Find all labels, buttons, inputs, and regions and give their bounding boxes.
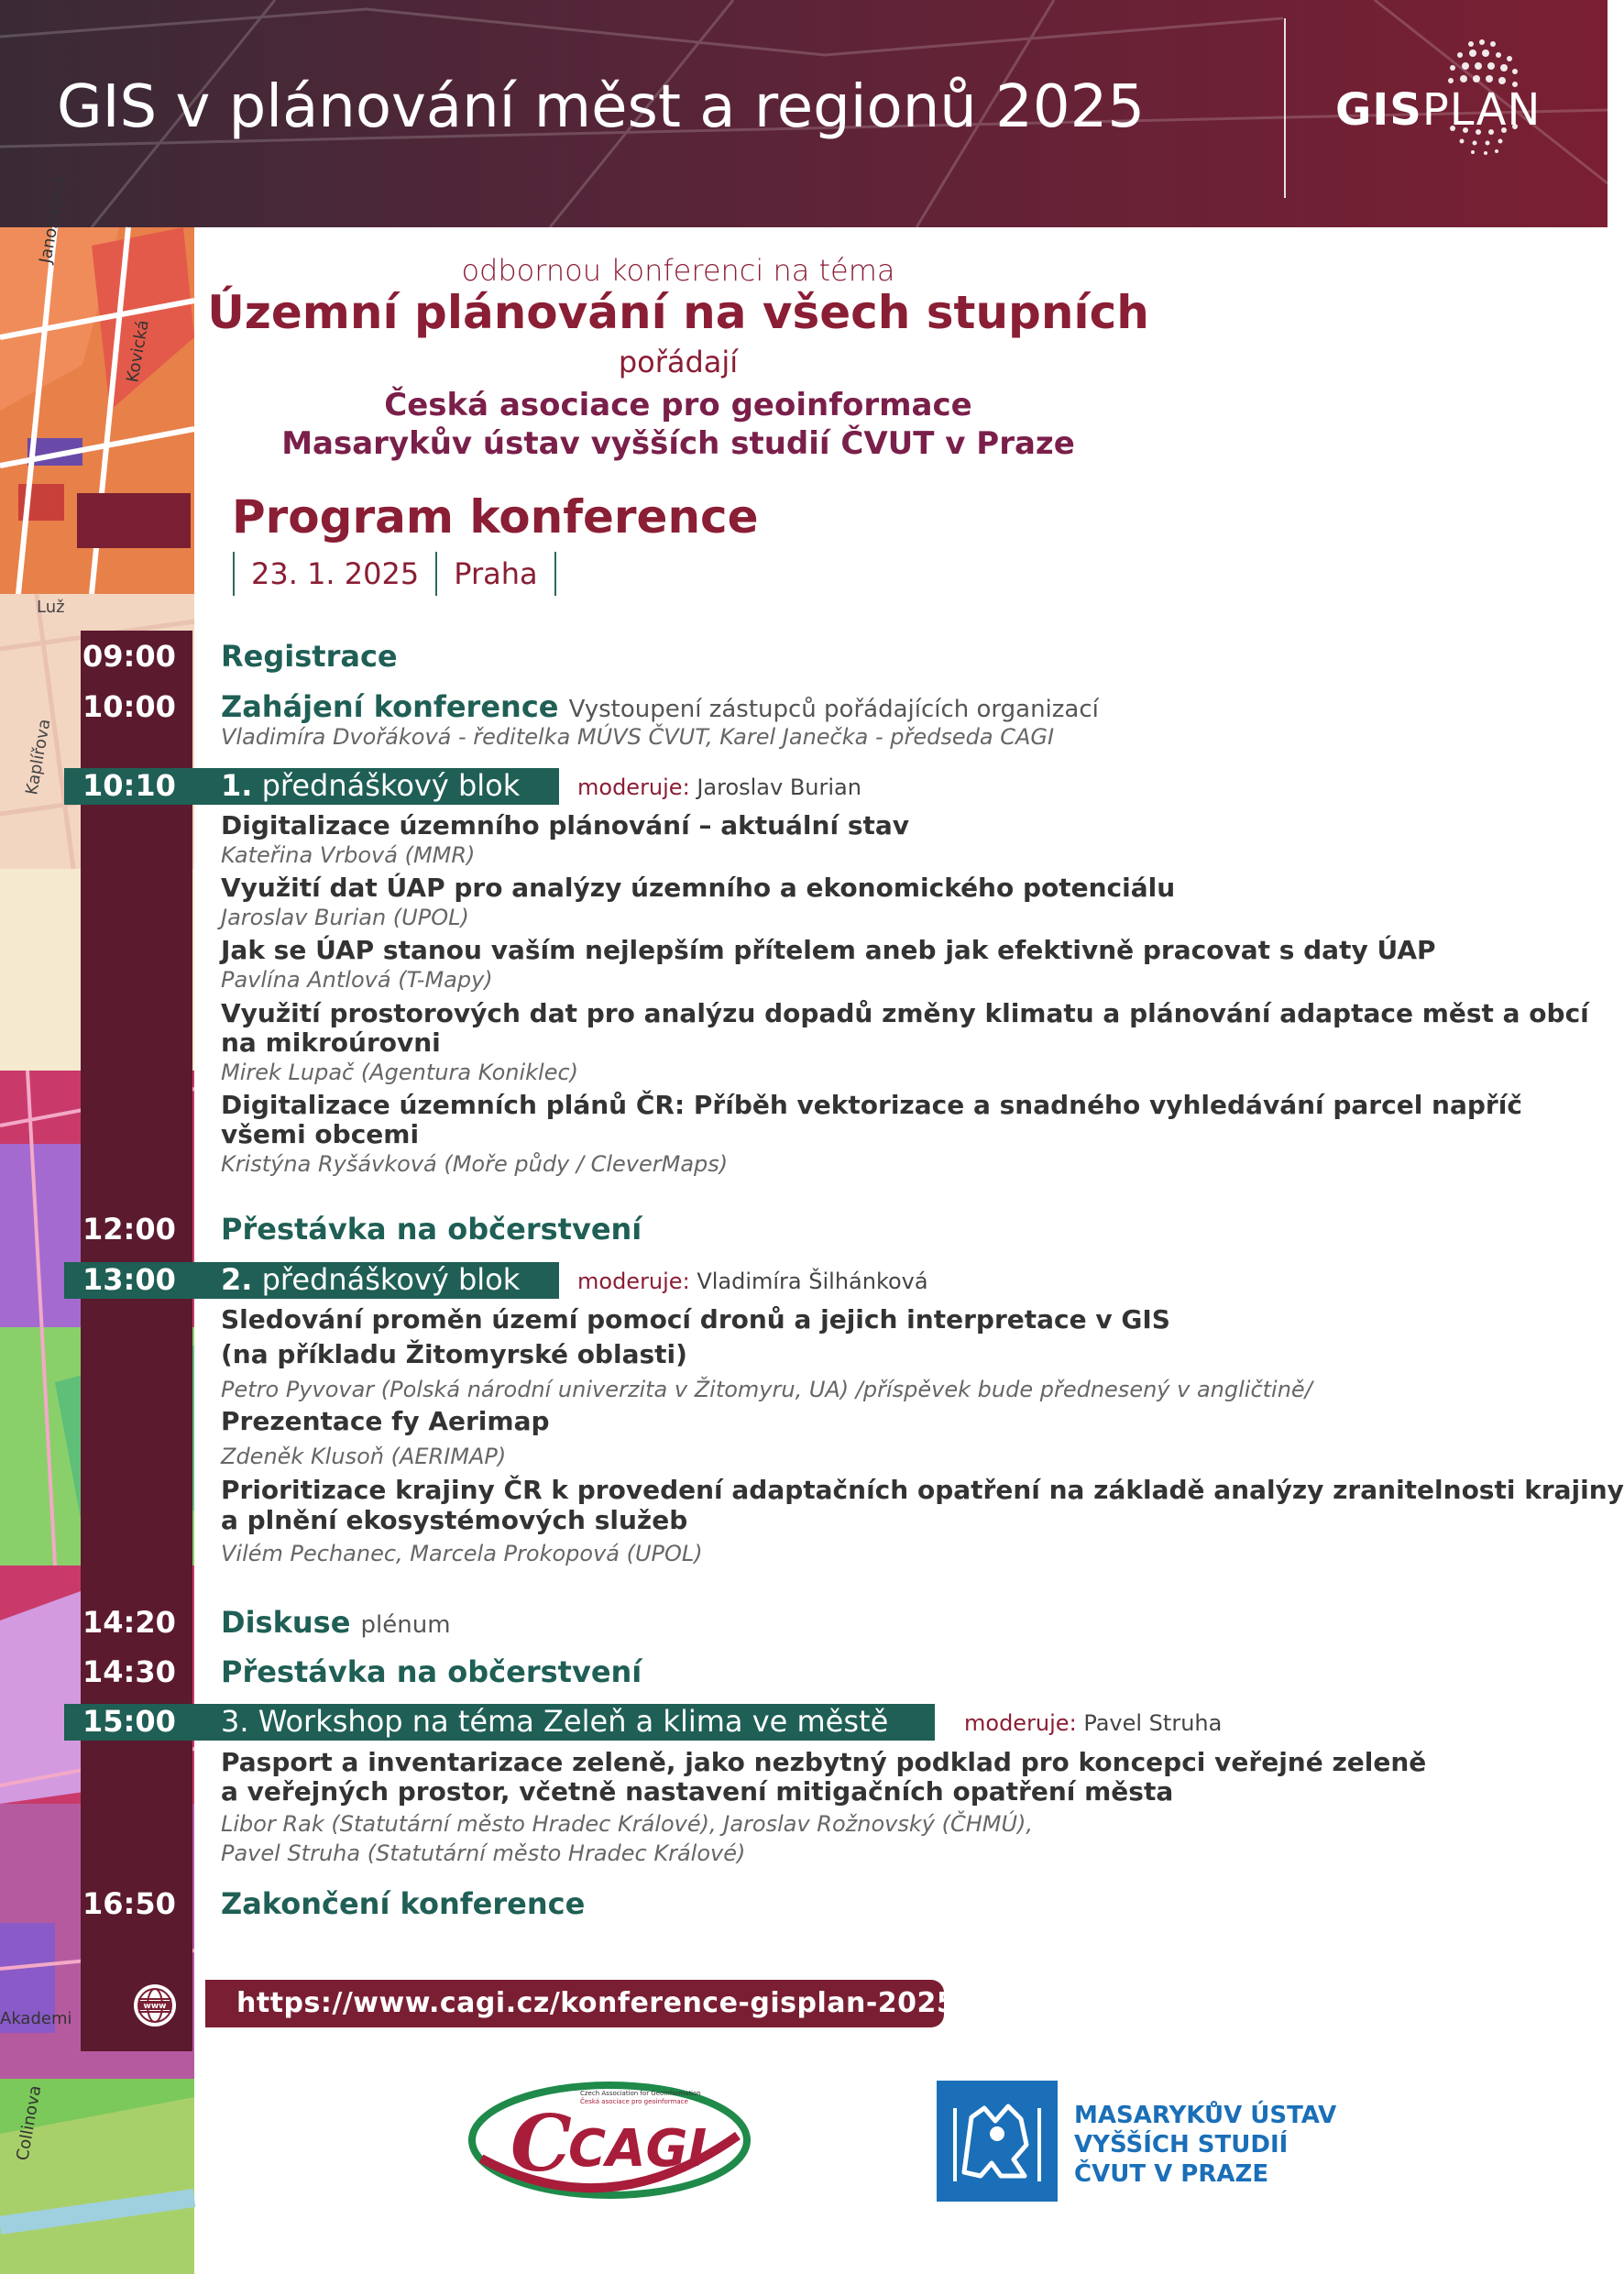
time-registration: 09:00 — [82, 639, 176, 674]
cagi-logo — [463, 2071, 756, 2209]
talk-title: Digitalizace územního plánování – aktuální stav — [221, 810, 910, 840]
item-registration: Registrace — [221, 639, 398, 674]
block1-label: 1. přednáškový blok — [221, 768, 521, 803]
discussion-note: plénum — [360, 1611, 451, 1639]
talk-speaker: Zdeněk Klusoň (AERIMAP) — [221, 1444, 507, 1469]
item-discussion: Diskuse plénum — [221, 1605, 451, 1640]
map-label: Kovická — [123, 318, 153, 384]
talk-title-cont: všemi obcemi — [221, 1119, 420, 1149]
time-closing: 16:50 — [82, 1886, 176, 1921]
talk-title: Sledování proměn území pomocí dronů a jejich interpretace v GIS — [221, 1304, 1170, 1335]
talk-title-cont: a veřejných prostor, včetně nastavení mitigačních opatření města — [221, 1776, 1174, 1807]
gisplan-logo-text: GISPLAN — [1335, 84, 1542, 136]
talk-title: Prezentace fy Aerimap — [221, 1406, 550, 1436]
svg-text:Česká asociace pro geoinformac: Česká asociace pro geoinformace — [580, 2098, 688, 2105]
talk-speaker: Petro Pyvovar (Polská národní univerzita v Žitomyru, UA) /příspěvek bude přednesený v angličtině/ — [221, 1377, 1312, 1402]
conference-url-link[interactable]: https://www.cagi.cz/konference-gisplan-2025 — [236, 1987, 957, 2019]
map-label: Luž — [37, 598, 65, 617]
talk-speaker: Pavel Struha (Statutární město Hradec Králové) — [221, 1840, 746, 1866]
muvs-cvut-logo — [937, 2081, 1058, 2202]
page-title: GIS v plánování měst a regionů 2025 — [57, 73, 1146, 141]
talk-title-cont: na mikroúrovni — [221, 1027, 441, 1058]
date-place — [233, 552, 556, 596]
workshop-moderator: moderuje: Pavel Struha — [964, 1710, 1223, 1736]
time-workshop: 15:00 — [82, 1704, 176, 1739]
talk-title: Pasport a inventarizace zeleně, jako nezbytný podklad pro koncepci veřejné zeleně — [221, 1747, 1427, 1777]
talk-title: Jak se ÚAP stanou vaším nejlepším přítelem aneb jak efektivně pracovat s daty ÚAP — [221, 935, 1436, 965]
event-place: Praha — [454, 556, 538, 591]
svg-text:Czech Association for Geoinfor: Czech Association for Geoinformation — [580, 2090, 701, 2097]
time-discussion: 14:20 — [82, 1605, 176, 1640]
block2-moderator: moderuje: Vladimíra Šilhánková — [577, 1269, 928, 1294]
block2-label: 2. přednáškový blok — [221, 1262, 521, 1297]
map-label: Kaplířova — [22, 717, 55, 796]
svg-text:CAGI: CAGI — [568, 2119, 708, 2179]
talk-speaker: Kateřina Vrbová (MMR) — [221, 842, 476, 868]
talk-speaker: Mirek Lupač (Agentura Koniklec) — [221, 1060, 579, 1085]
opening-note: Vystoupení zástupců pořádajících organizací — [568, 696, 1099, 723]
time-block1: 10:10 — [82, 768, 176, 803]
header-banner — [0, 0, 1608, 227]
svg-text:C: C — [510, 2098, 572, 2189]
talk-title-cont: (na příkladu Žitomyrské oblasti) — [221, 1339, 687, 1369]
event-date: 23. 1. 2025 — [251, 556, 420, 591]
muvs-logo-text: MASARYKŮV ÚSTAV VYŠŠÍCH STUDIÍ ČVUT V PRAZE — [1074, 2102, 1337, 2188]
time-break1: 12:00 — [82, 1212, 176, 1247]
time-break2: 14:30 — [82, 1654, 176, 1689]
svg-text:www: www — [143, 2002, 167, 2011]
organizer-muvs: Masarykův ústav vyšších studií ČVUT v Praze — [281, 425, 1075, 462]
item-break2: Přestávka na občerstvení — [221, 1654, 642, 1689]
item-break1: Přestávka na občerstvení — [221, 1212, 642, 1247]
intro-text: odbornou konferenci na téma — [461, 253, 895, 288]
talk-title-cont: a plnění ekosystémových služeb — [221, 1505, 688, 1535]
program-title: Program konference — [232, 490, 759, 544]
map-label: Collinova — [13, 2083, 46, 2162]
item-closing: Zakončení konference — [221, 1886, 586, 1921]
workshop-label: 3. Workshop na téma Zeleň a klima ve městě — [221, 1704, 889, 1739]
header-divider — [1284, 18, 1286, 198]
opening-speakers: Vladimíra Dvořáková - ředitelka MÚVS ČVUT, Karel Janečka - předseda CAGI — [221, 724, 1055, 750]
talk-title: Využití dat ÚAP pro analýzy územního a ekonomického potenciálu — [221, 873, 1176, 903]
conference-theme: Územní plánování na všech stupních — [207, 286, 1149, 339]
timeline-bar — [81, 631, 192, 2051]
divider — [554, 552, 556, 596]
map-label: Akademi — [0, 2009, 72, 2028]
item-opening: Zahájení konference Vystoupení zástupců pořádajících organizací — [221, 689, 1099, 724]
talk-speaker: Libor Rak (Statutární město Hradec Králové), Jaroslav Rožnovský (ČHMÚ), — [221, 1811, 1034, 1837]
talk-title: Prioritizace krajiny ČR k provedení adaptačních opatření na základě analýzy zranitelnosti krajiny — [221, 1475, 1624, 1505]
map-label: Janošíkova — [36, 175, 71, 265]
talk-speaker: Jaroslav Burian (UPOL) — [221, 905, 469, 930]
talk-title: Digitalizace územních plánů ČR: Příběh vektorizace a snadného vyhledávání parcel napříč — [221, 1090, 1522, 1120]
talk-speaker: Vilém Pechanec, Marcela Prokopová (UPOL) — [221, 1541, 703, 1566]
lion-emblem-icon — [937, 2081, 1058, 2202]
talk-title: Využití prostorových dat pro analýzu dopadů změny klimatu a plánování adaptace měst a obcí — [221, 998, 1589, 1028]
talk-speaker: Kristýna Ryšávková (Moře půdy / CleverMaps) — [221, 1151, 729, 1177]
time-block2: 13:00 — [82, 1262, 176, 1297]
intro-text: pořádají — [618, 345, 739, 379]
organizer-cagi: Česká asociace pro geoinformace — [384, 387, 972, 423]
program-accent-bar — [77, 493, 191, 548]
globe-www-icon — [132, 1983, 178, 2028]
block1-moderator: moderuje: Jaroslav Burian — [577, 774, 861, 800]
time-opening: 10:00 — [82, 689, 176, 724]
talk-speaker: Pavlína Antlová (T-Mapy) — [221, 967, 493, 993]
